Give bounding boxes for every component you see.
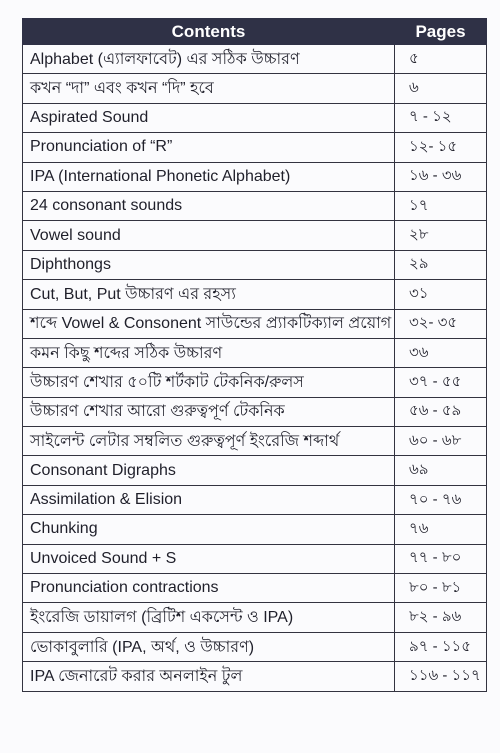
topic-cell: Aspirated Sound <box>23 103 395 132</box>
table-row <box>23 397 487 426</box>
contents-table <box>22 18 487 692</box>
table-row <box>23 338 487 367</box>
page-range-cell: ৭৬ <box>395 515 487 544</box>
page-range-cell: ৬০ - ৬৮ <box>395 427 487 456</box>
topic-cell: উচ্চারণ শেখার ৫০টি শর্টকাট টেকনিক/রুলস <box>23 368 395 397</box>
page-range-cell: ৮২ - ৯৬ <box>395 603 487 632</box>
page-range-cell: ৩২- ৩৫ <box>395 309 487 338</box>
topic-cell: 24 consonant sounds <box>23 191 395 220</box>
topic-cell: উচ্চারণ শেখার আরো গুরুত্বপূর্ণ টেকনিক <box>23 397 395 426</box>
topic-cell: Consonant Digraphs <box>23 456 395 485</box>
page-range-cell: ৭৭ - ৮০ <box>395 544 487 573</box>
topic-cell: Diphthongs <box>23 250 395 279</box>
table-row <box>23 544 487 573</box>
page-range-cell: ৭০ - ৭৬ <box>395 485 487 514</box>
table-row <box>23 162 487 191</box>
page-range-cell: ৩৬ <box>395 338 487 367</box>
topic-cell: Assimilation & Elision <box>23 485 395 514</box>
table-row <box>23 515 487 544</box>
table-row <box>23 309 487 338</box>
page-range-cell: ১১৬ - ১১৭ <box>395 662 487 691</box>
page-range-cell: ৬৯ <box>395 456 487 485</box>
table-row <box>23 133 487 162</box>
table-row <box>23 221 487 250</box>
topic-cell: Cut, But, Put উচ্চারণ এর রহস্য <box>23 280 395 309</box>
topic-cell: ইংরেজি ডায়ালগ (ব্রিটিশ একসেন্ট ও IPA) <box>23 603 395 632</box>
table-row <box>23 74 487 103</box>
table-row <box>23 456 487 485</box>
page-range-cell: ২৮ <box>395 221 487 250</box>
topic-cell: Vowel sound <box>23 221 395 250</box>
table-row <box>23 45 487 74</box>
table-row <box>23 191 487 220</box>
topic-cell: Alphabet (এ্যালফাবেট) এর সঠিক উচ্চারণ <box>23 45 395 74</box>
page-range-cell: ২৯ <box>395 250 487 279</box>
topic-cell: IPA জেনারেট করার অনলাইন টুল <box>23 662 395 691</box>
contents-table-body <box>23 45 487 692</box>
page-range-cell: ৫ <box>395 45 487 74</box>
topic-cell: IPA (International Phonetic Alphabet) <box>23 162 395 191</box>
topic-cell: ভোকাবুলারি (IPA, অর্থ, ও উচ্চারণ) <box>23 632 395 661</box>
topic-cell: Unvoiced Sound + S <box>23 544 395 573</box>
page-range-cell: ৯৭ - ১১৫ <box>395 632 487 661</box>
table-header-row <box>23 19 487 45</box>
table-row <box>23 662 487 691</box>
page-range-cell: ৩৭ - ৫৫ <box>395 368 487 397</box>
table-row <box>23 427 487 456</box>
table-row <box>23 574 487 603</box>
page-range-cell: ৭ - ১২ <box>395 103 487 132</box>
topic-cell: কখন “দা” এবং কখন “দি” হবে <box>23 74 395 103</box>
topic-cell: Pronunciation contractions <box>23 574 395 603</box>
topic-cell: সাইলেন্ট লেটার সম্বলিত গুরুত্বপূর্ণ ইংরেজি শব্দার্থ <box>23 427 395 456</box>
page-range-cell: ৮০ - ৮১ <box>395 574 487 603</box>
page-range-cell: ৩১ <box>395 280 487 309</box>
page-range-cell: ১২- ১৫ <box>395 133 487 162</box>
page-range-cell: ১৬ - ৩৬ <box>395 162 487 191</box>
topic-cell: শব্দে Vowel & Consonent সাউন্ডের প্র্যাকটিক্যাল প্রয়োগ <box>23 309 395 338</box>
contents-header: Contents <box>23 19 395 45</box>
topic-cell: Pronunciation of “R” <box>23 133 395 162</box>
topic-cell: Chunking <box>23 515 395 544</box>
page-range-cell: ৬ <box>395 74 487 103</box>
page-range-cell: ১৭ <box>395 191 487 220</box>
pages-header: Pages <box>395 19 487 45</box>
table-row <box>23 485 487 514</box>
topic-cell: কমন কিছু শব্দের সঠিক উচ্চারণ <box>23 338 395 367</box>
table-row <box>23 368 487 397</box>
table-row <box>23 103 487 132</box>
table-row <box>23 280 487 309</box>
table-row <box>23 603 487 632</box>
table-row <box>23 250 487 279</box>
page-range-cell: ৫৬ - ৫৯ <box>395 397 487 426</box>
table-row <box>23 632 487 661</box>
